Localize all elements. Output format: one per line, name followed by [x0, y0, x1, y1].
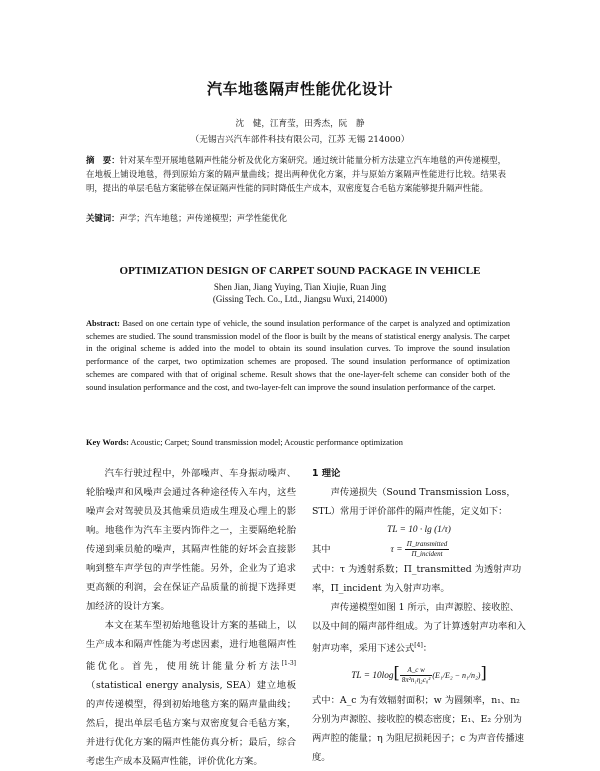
abstract-cn	[86, 153, 506, 195]
citation-4: [4]	[414, 642, 423, 649]
tau-numerator: Π_transmitted	[406, 540, 448, 548]
tau-lhs: τ =	[390, 545, 405, 555]
keywords-cn	[86, 211, 506, 225]
abstract-cn-text: 针对某车型开展地毯隔声性能分析及优化方案研究。通过统计能量分析方法建立汽车地毯的声传递模型，在地板上铺设地毯，得到原始方案的隔声量曲线；提出两种优化方案，并与原始方案隔声性能进行比较。结果表明，提出的单层毛毡方案能够在保证隔声性能的同时降低生产成本，双密度复合毛毡方案能够提升隔声性能。	[86, 155, 507, 193]
eq2-numerator: A_c w	[400, 666, 433, 676]
authors-cn: 沈 健，江育莹，田秀杰，阮 静	[235, 119, 365, 129]
affiliation-cn: （无锡吉兴汽车部件科技有限公司，江苏 无锡 214000）	[190, 135, 410, 145]
intro-paragraph-1: 汽车行驶过程中，外部噪声、车身振动噪声、轮胎噪声和风噪声会通过各种途径传入车内，这些噪声会对驾驶员及其他乘员造成生理及心理上的影响。地毯作为汽车主要内饰件之一，主要隔绝轮胎传递到乘员舱的噪声，其隔声性能的好坏会直接影响到整车声学包的声学性能。另外，企业为了追求更高额的利润，会在保证产品质量的前提下选择更加经济的设计方案。	[86, 468, 296, 612]
intro-paragraph-2	[86, 616, 296, 771]
intro-p2-b: （statistical energy analysis, SEA）建立地板的声传递模型，得到初始地毯方案的隔声量曲线；然后，提出单层毛毡方案与双密度复合毛毡方案，并进行优化方案的隔声性能仿真分析；最后，综合考虑生产成本及隔声性能，评价优化方案。	[86, 680, 296, 768]
bracket-left: [	[393, 663, 400, 683]
abstract-en	[86, 318, 510, 394]
where-label: 其中	[312, 544, 331, 555]
equation-tau-row	[312, 540, 526, 560]
theory-paragraph-2: 式中：τ 为透射系数；Π_transmitted 为透射声功率，Π_incident 为入射声功率。	[312, 564, 522, 594]
paper-title-en: OPTIMIZATION DESIGN OF CARPET SOUND PACKAGE IN VEHICLE	[119, 265, 481, 277]
section-1-heading: 1 理论	[312, 468, 341, 479]
abstract-en-label: Abstract:	[86, 319, 120, 328]
theory-column	[312, 464, 526, 767]
intro-column	[86, 464, 296, 771]
authors-en: Shen Jian, Jiang Yuying, Tian Xiujie, Ruan Jing	[213, 282, 387, 292]
abstract-en-text: Based on one certain type of vehicle, the sound insulation performance of the carpet is analyzed and optimization schemes are studied. The sound transmission model of the floor is built by the means of statistical energy analysis. The carpet in the original scheme is added into the model to obtain its sound insulation curves. To improve the sound insulation performance of the carpet, two optimization schemes are proposed. The sound insulation performance of optimization schemes are compared with that of original scheme. Result shows that the one-layer-felt scheme can consider both of the sound insulation performance and the cost, and two-layer-felt can improve the sound insulation performance of the carpet.	[86, 319, 511, 392]
eq2-lhs: TL = 10log	[351, 671, 394, 682]
theory-paragraph-1: 声传递损失（Sound Transmission Loss，STL）常用于评价部件的隔声性能，定义如下：	[312, 487, 516, 517]
keywords-cn-label: 关键词：	[86, 213, 120, 223]
keywords-cn-text: 声学；汽车地毯；声传递模型；声学性能优化	[119, 213, 287, 223]
tau-fraction	[405, 540, 449, 559]
keywords-en-text: Acoustic; Carpet; Sound transmission model; Acoustic performance optimization	[130, 438, 403, 447]
abstract-cn-label: 摘 要：	[86, 155, 120, 165]
keywords-en-label: Key Words:	[86, 438, 129, 447]
citation-1-3: [1-3]	[281, 660, 296, 667]
intro-p2-a: 本文在某车型初始地毯设计方案的基础上，以生产成本和隔声性能为考虑因素，进行地毯隔声性能优化。首先，使用统计能量分析方法	[86, 620, 296, 673]
theory-paragraph-3	[312, 598, 526, 658]
equation-tl: TL = 10 · lg (1/τ)	[387, 525, 451, 535]
paper-title-cn: 汽车地毯隔声性能优化设计	[206, 80, 393, 98]
eq2-inner: (E₁/E₂ − n₁/n₂)	[432, 671, 481, 681]
affiliation-en: (Gissing Tech. Co., Ltd., Jiangsu Wuxi, 214000)	[212, 294, 388, 304]
eq2-fraction	[400, 666, 433, 685]
bracket-right: ]	[480, 663, 487, 683]
theory-p3-b: ：	[422, 643, 433, 655]
theory-p3-a: 声传递模型如图 1 所示，由声源腔、接收腔、以及中间的隔声部件组成。为了计算透射声功率和入射声功率，采用下述公式	[312, 602, 526, 655]
keywords-en	[86, 437, 510, 449]
eq2-denominator: 8π²n₁η₂c₀²	[401, 676, 431, 685]
theory-paragraph-4: 式中：A_c 为有效辐射面积；w 为圆频率，n₁、n₂ 分别为声源腔、接收腔的模态密度；E₁、E₂ 分别为两声腔的能量；η 为阻尼损耗因子；c 为声音传播速度。	[312, 695, 524, 764]
tau-denominator: Π_incident	[411, 550, 443, 558]
equation-tl-sea	[312, 658, 526, 691]
